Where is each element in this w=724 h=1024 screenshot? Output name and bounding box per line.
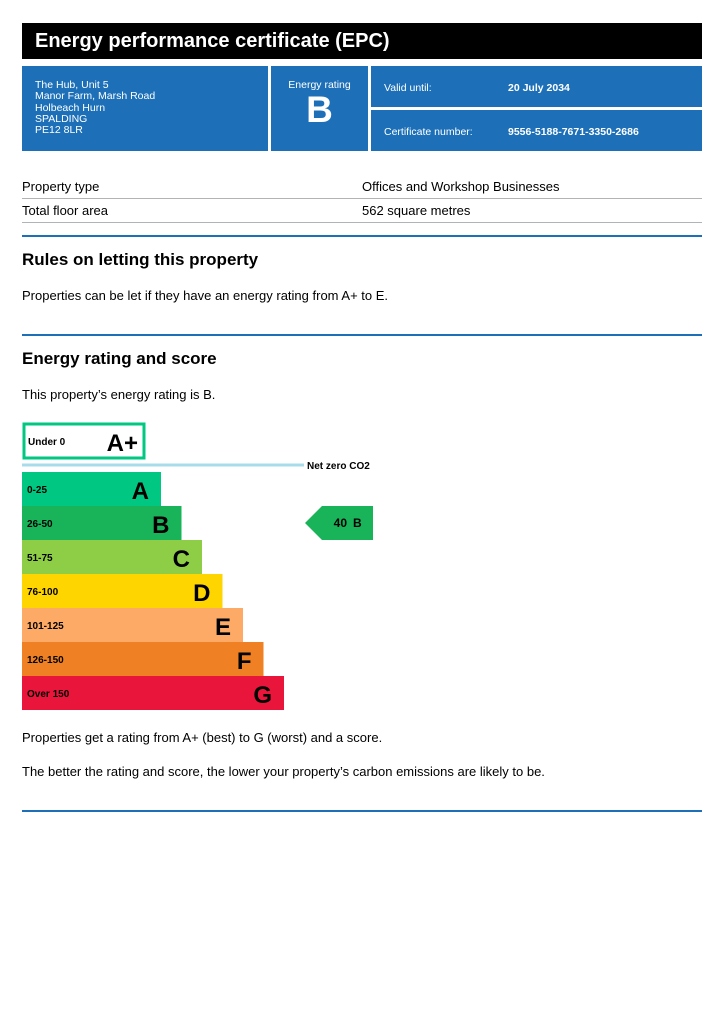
band-e-letter: E <box>214 614 231 641</box>
certificate-summary <box>22 66 702 151</box>
address-line: PE12 8LR <box>35 124 83 137</box>
valid-until-value: 20 July 2034 <box>508 82 570 94</box>
certificate-number-label: Certificate number: <box>384 126 473 138</box>
address-line: SPALDING <box>35 112 88 125</box>
band-g-range: Over 150 <box>27 689 70 700</box>
net-zero-label: Net zero CO2 <box>307 461 370 472</box>
address-line: The Hub, Unit 5 <box>35 79 109 91</box>
property-address <box>22 66 268 151</box>
band-d-range: 76-100 <box>27 587 59 598</box>
floor-area-row <box>22 199 702 223</box>
band-a-plus-letter: A+ <box>106 430 138 457</box>
address-line: Manor Farm, Marsh Road <box>35 90 156 103</box>
current-rating-score: 40 <box>333 516 347 530</box>
floor-area-value: 562 square metres <box>362 203 471 218</box>
band-a-letter: A <box>131 478 149 505</box>
band-e-range: 101-125 <box>27 621 64 632</box>
band-f-letter: F <box>236 648 252 675</box>
band-b-letter: B <box>152 512 170 539</box>
letting-text: Properties can be let if they have an energy rating from A+ to E. <box>22 288 389 303</box>
band-d-letter: D <box>193 580 211 607</box>
energy-rating-letter: B <box>306 89 333 130</box>
band-b-range: 26-50 <box>27 519 53 530</box>
property-details-table <box>22 175 702 223</box>
band-f-range: 126-150 <box>27 655 64 666</box>
address-line: Holbeach Hurn <box>35 101 106 114</box>
section-divider <box>22 235 702 237</box>
energy-rating-label: Energy rating <box>288 79 351 91</box>
floor-area-label: Total floor area <box>22 203 108 218</box>
property-type-label: Property type <box>22 179 100 194</box>
certificate-number <box>371 110 702 151</box>
valid-until-label: Valid until: <box>384 82 432 94</box>
energy-rating-chart-svg <box>22 422 402 722</box>
current-rating-letter: B <box>353 516 362 530</box>
band-g-letter: G <box>253 682 272 709</box>
property-type-value: Offices and Workshop Businesses <box>362 179 560 194</box>
rating-text: This property’s energy rating is B. <box>22 387 216 402</box>
rating-heading: Energy rating and score <box>22 349 217 368</box>
rating-footer-2: The better the rating and score, the lower your property’s carbon emissions are likely to be. <box>22 764 545 779</box>
valid-until <box>371 66 702 107</box>
band-c-range: 51-75 <box>27 553 53 564</box>
band-a-range: 0-25 <box>27 485 48 496</box>
energy-rating-box <box>271 66 368 151</box>
page-title: Energy performance certificate (EPC) <box>22 23 702 59</box>
section-divider <box>22 810 702 812</box>
band-a-plus-range: Under 0 <box>28 437 66 448</box>
letting-heading: Rules on letting this property <box>22 250 259 269</box>
band-c-letter: C <box>172 546 190 573</box>
section-divider <box>22 334 702 336</box>
rating-footer-1: Properties get a rating from A+ (best) to G (worst) and a score. <box>22 730 383 745</box>
energy-rating-chart <box>22 422 402 722</box>
certificate-number-value: 9556-5188-7671-3350-2686 <box>508 126 639 138</box>
property-type-row <box>22 175 702 199</box>
